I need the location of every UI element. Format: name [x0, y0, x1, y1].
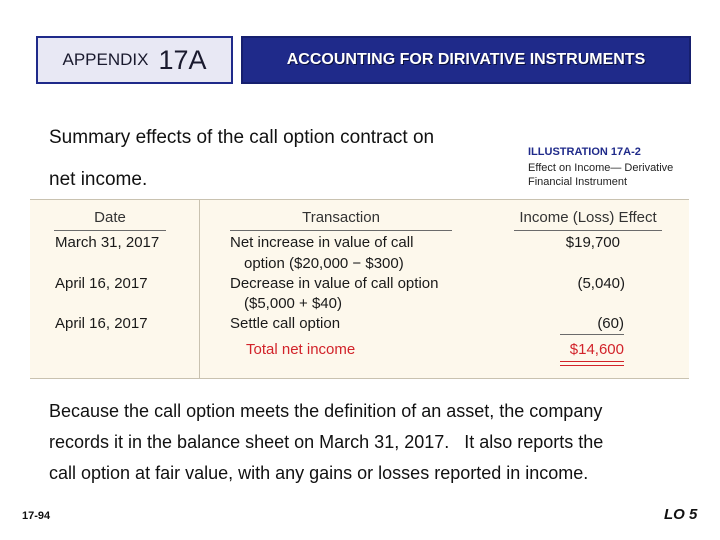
- row-3-date: April 16, 2017: [55, 315, 148, 332]
- slide-title: ACCOUNTING FOR DIRIVATIVE INSTRUMENTS: [241, 36, 691, 84]
- appendix-label-box: [36, 36, 233, 84]
- row-2-transaction-line-1: Decrease in value of call option: [230, 275, 439, 292]
- row-1-amount: $19,700: [565, 234, 620, 251]
- summary-text: [49, 117, 519, 201]
- summary-line-1: Summary effects of the call option contract on: [49, 127, 435, 148]
- illustration-title: ILLUSTRATION 17A-2: [528, 146, 641, 158]
- total-double-underline: [560, 361, 624, 366]
- header-effect: Income (Loss) Effect: [514, 209, 662, 231]
- header-date: Date: [54, 209, 166, 231]
- row-2-date: April 16, 2017: [55, 275, 148, 292]
- illustration-caption: [528, 161, 708, 189]
- row-3-transaction: Settle call option: [230, 315, 341, 332]
- illustration-caption-line-2: Financial Instrument: [528, 176, 628, 188]
- total-amount: $14,600: [569, 341, 624, 358]
- effect-table: [30, 199, 689, 379]
- illustration-caption-line-1: Effect on Income— Derivative: [528, 162, 674, 174]
- body-paragraph: [49, 396, 689, 489]
- row-2-transaction-line-2: ($5,000 + $40): [244, 295, 342, 312]
- row-2-amount: (5,040): [577, 275, 625, 292]
- row-3-amount: (60): [560, 315, 624, 335]
- body-line-1: Because the call option meets the definition of an asset, the company: [49, 401, 603, 421]
- row-1-transaction-line-1: Net increase in value of call: [230, 234, 414, 251]
- column-divider: [199, 200, 200, 378]
- learning-objective: LO 5: [664, 506, 698, 523]
- appendix-word: APPENDIX: [62, 50, 149, 69]
- row-1-transaction-line-2: option ($20,000 − $300): [244, 255, 404, 272]
- summary-line-2: net income.: [49, 169, 148, 190]
- page-number: 17-94: [22, 510, 51, 522]
- total-label: Total net income: [246, 341, 356, 358]
- header-transaction: Transaction: [230, 209, 452, 231]
- body-line-2: records it in the balance sheet on March 31, 2017. It also reports the: [49, 432, 604, 452]
- body-line-3: call option at fair value, with any gains or losses reported in income.: [49, 463, 589, 483]
- appendix-number: 17A: [158, 44, 207, 75]
- row-1-date: March 31, 2017: [55, 234, 160, 251]
